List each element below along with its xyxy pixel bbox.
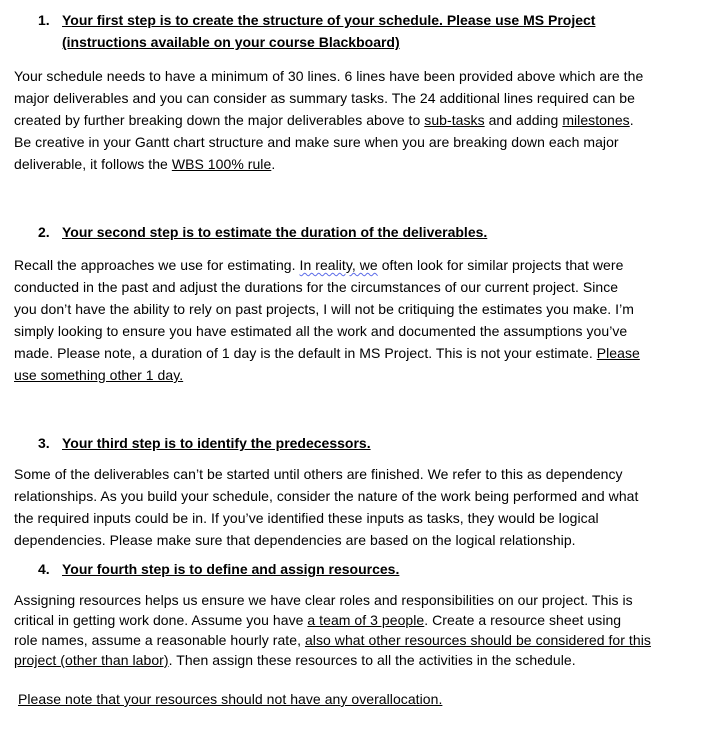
step4-line3 <box>14 630 684 650</box>
step3-line2: relationships. As you build your schedule, consider the nature of the work being performed and what <box>14 488 639 504</box>
step4-heading <box>38 558 638 580</box>
step2-title: Your second step is to estimate the duration of the deliverables. <box>62 224 488 240</box>
step1-title-line1: Your first step is to create the structure of your schedule. Please use MS Project <box>62 12 596 28</box>
step2-line2: conducted in the past and adjust the durations for the circumstances of our current project. Since <box>14 279 619 295</box>
step1-heading <box>38 9 638 53</box>
step4-line4 <box>14 650 684 670</box>
step1-number: 1. <box>38 12 50 28</box>
emphasis-underline: Please <box>596 345 640 361</box>
step4-line2 <box>14 610 684 630</box>
other-resources-underline: also what other resources should be considered for this <box>304 632 651 648</box>
text: often look for similar projects that were <box>377 257 624 273</box>
step4-number: 4. <box>38 561 50 577</box>
step4-paragraph <box>14 590 684 670</box>
step2-paragraph <box>14 254 684 386</box>
step3-line3: the required inputs could be in. If you’ve identified these inputs as tasks, they would be logical <box>14 510 599 526</box>
step2-line4: simply looking to ensure you have estimated all the work and documented the assumptions you’ve <box>14 323 628 339</box>
step2-line1 <box>14 254 684 276</box>
text: . Then assign these resources to all the activities in the schedule. <box>168 652 576 668</box>
step4-line1: Assigning resources helps us ensure we have clear roles and responsibilities on our project. This is <box>14 592 633 608</box>
text: and adding <box>484 112 563 128</box>
text: deliverable, it follows the <box>14 156 172 172</box>
text: made. Please note, a duration of 1 day is the default in MS Project. This is not your estimate. <box>14 345 597 361</box>
text: . <box>271 156 276 172</box>
step1-line1: Your schedule needs to have a minimum of 30 lines. 6 lines have been provided above which are the <box>14 68 644 84</box>
step1-title-line2: (instructions available on your course Blackboard) <box>62 34 400 50</box>
step1-line4: Be creative in your Gantt chart structure and make sure when you are breaking down each major <box>14 134 619 150</box>
wbs-rule-link: WBS 100% rule <box>171 156 272 172</box>
step3-line4: dependencies. Please make sure that dependencies are based on the logical relationship. <box>14 532 576 548</box>
text: created by further breaking down the major deliverables above to <box>14 112 425 128</box>
step2-number: 2. <box>38 224 50 240</box>
text: Recall the approaches we use for estimating. <box>14 257 300 273</box>
step3-number: 3. <box>38 435 50 451</box>
step1-paragraph <box>14 65 684 175</box>
step1-title <box>62 9 622 53</box>
step2-line5 <box>14 342 684 364</box>
step3-paragraph <box>14 463 684 551</box>
step2-line6: use something other 1 day. <box>14 367 184 383</box>
step1-line5 <box>14 153 684 175</box>
step2-line3: you don’t have the ability to rely on past projects, I will not be critiquing the estimates you make. I’m <box>14 301 634 317</box>
text: . Create a resource sheet using <box>424 612 622 628</box>
step4-title: Your fourth step is to define and assign resources. <box>62 561 400 577</box>
overallocation-note: Please note that your resources should not have any overallocation. <box>18 691 443 707</box>
other-resources-underline-cont: project (other than labor) <box>14 652 169 668</box>
step2-heading <box>38 221 638 243</box>
text: critical in getting work done. Assume you have <box>14 612 308 628</box>
subtasks-link: sub-tasks <box>424 112 485 128</box>
step3-line1: Some of the deliverables can’t be started until others are finished. We refer to this as dependency <box>14 466 623 482</box>
text: role names, assume a reasonable hourly rate, <box>14 632 305 648</box>
milestones-link: milestones <box>562 112 630 128</box>
step3-heading <box>38 432 638 454</box>
step3-title: Your third step is to identify the predecessors. <box>62 435 371 451</box>
grammar-flag: In reality, we <box>299 257 378 273</box>
text: . <box>629 112 634 128</box>
step1-line2: major deliverables and you can consider as summary tasks. The 24 additional lines required can be <box>14 90 635 106</box>
step1-line3 <box>14 109 684 131</box>
team-size-underline: a team of 3 people <box>307 612 425 628</box>
